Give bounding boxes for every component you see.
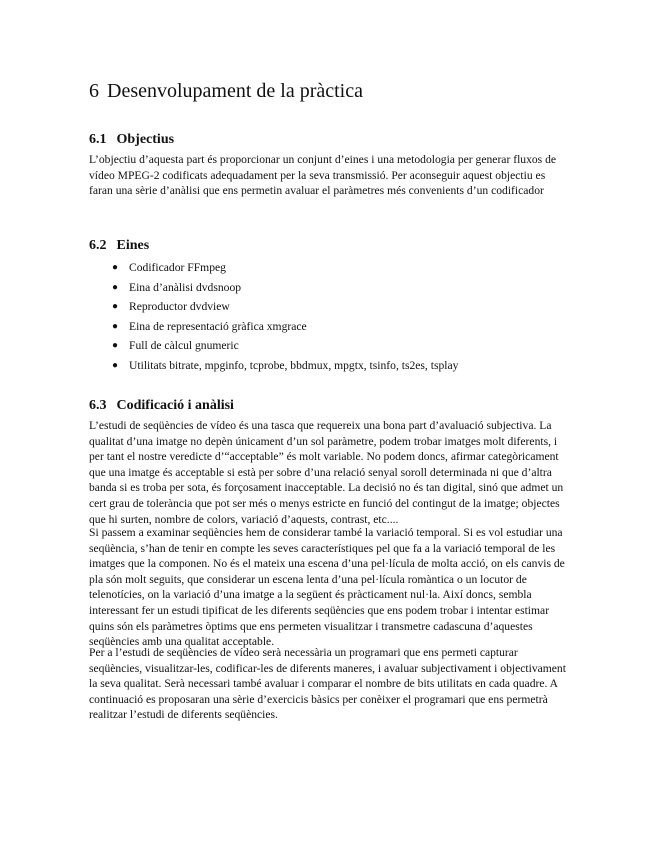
- list-item: [89, 319, 458, 339]
- bullet-icon: ●: [112, 281, 119, 293]
- list-item-text: Eina d’anàlisi dvdsnoop: [129, 280, 242, 294]
- tools-list: [89, 260, 458, 377]
- section-title: Codificació i anàlisi: [116, 398, 234, 413]
- codificacio-paragraph-1: L’estudi de seqüències de vídeo és una tasca que requereix una bona part d’avaluació subjectiva. La qualitat d’una imatge no depèn únicament d’un sol paràmetre, podem trobar imatges molt diferents, i per tant el nostre veredicte d’“acceptable” és molt variable. No podem doncs, afirmar categòricament que una imatge és acceptable si està per sobre d’una relació senyal soroll determinada ni que d’altra banda si es troba per sota, és forçosament inacceptable. La decisió no és tan digital, sinó que admet un cert grau de tolerància que pot ser més o menys estricte en funció del contingut de la imatge; objectes que hi surten, nombre de colors, variació d’aquests, contrast, etc....: [89, 419, 564, 526]
- list-item: [89, 338, 458, 358]
- section-title: Objectius: [116, 132, 175, 147]
- list-item-text: Utilitats bitrate, mpginfo, tcprobe, bbdmux, mpgtx, tsinfo, ts2es, tsplay: [129, 358, 459, 372]
- codificacio-paragraph-2: Si passem a examinar seqüències hem de considerar també la variació temporal. Si es vol estudiar una seqüència, s’han de tenir en compte les seves característiques pel que fa a la variació temporal de les imatges que la componen. No és el mateix una escena d’una pel·lícula de molta acció, on els canvis de pla són molt seguits, que considerar un escena lenta d’una pel·lícula romàntica o un locutor de telenotícies, on la variació d’una imatge a la següent és pràcticament nul·la. Així doncs, sembla interessant fer un estudi tipificat de les diferents seqüències que ens podem trobar i intentar estimar quins són els paràmetres òptims que ens permeten visualitzar i transmetre cadascuna d’aquestes seqüències amb una qualitat acceptable.: [89, 526, 565, 649]
- chapter-number: 6: [89, 80, 99, 102]
- list-item-text: Eina de representació gràfica xmgrace: [129, 319, 307, 333]
- section-heading-codificacio: [89, 398, 234, 414]
- section-number: 6.2: [89, 238, 107, 253]
- bullet-icon: ●: [112, 340, 119, 351]
- list-item-text: Full de càlcul gnumeric: [129, 339, 239, 352]
- list-item: [89, 358, 458, 378]
- list-item: [89, 280, 458, 300]
- section-title: Eines: [116, 238, 150, 253]
- section-heading-eines: [89, 238, 149, 254]
- chapter-title: [89, 80, 363, 103]
- section-number: 6.1: [89, 132, 107, 147]
- list-item-text: Codificador FFmpeg: [129, 261, 226, 274]
- section-number: 6.3: [89, 398, 107, 413]
- bullet-icon: ●: [112, 359, 119, 371]
- chapter-title-text: Desenvolupament de la pràctica: [107, 80, 363, 102]
- list-item: [89, 299, 458, 319]
- list-item-text: Reproductor dvdview: [129, 300, 230, 313]
- bullet-icon: ●: [112, 262, 119, 273]
- bullet-icon: ●: [112, 320, 119, 332]
- codificacio-paragraph-3: Per a l’estudi de seqüències de vídeo serà necessària un programari que ens permeti capturar seqüències, visualitzar-les, codificar-les de diferents maneres, i avaluar subjectivament i objectivament la seva qualitat. Serà necessari també avaluar i comparar el nombre de bits utilitats en cada quadre. A continuació es proposaran una sèrie d’exercicis bàsics per conèixer el programari que ens permetrà realitzar l’estudi de diferents seqüències.: [89, 646, 566, 722]
- list-item: [89, 260, 458, 280]
- bullet-icon: ●: [112, 301, 119, 312]
- section-heading-objectius: [89, 132, 174, 148]
- objectius-paragraph: L’objectiu d’aquesta part és proporcionar un conjunt d’eines i una metodologia per generar fluxos de vídeo MPEG-2 codificats adequadament per la seva transmissió. Per aconseguir aquest objectiu es faran una sèrie d’anàlisi que ens permetin avaluar el paràmetres més convenients d’un codificador: [89, 153, 557, 198]
